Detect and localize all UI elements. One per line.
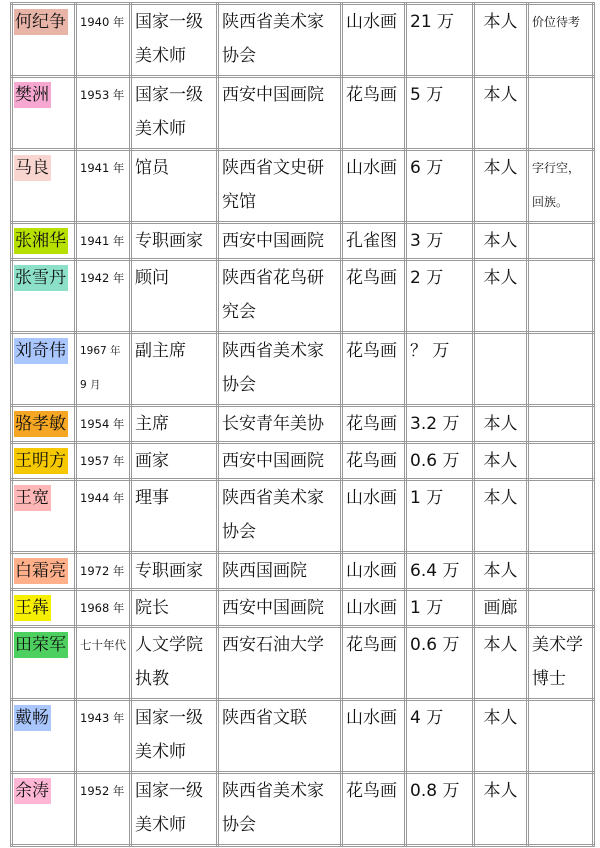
org-text: 陕西省美术家 协会: [222, 781, 324, 835]
artist-name: 樊洲: [14, 82, 51, 108]
year-text: 1944 年: [80, 491, 125, 505]
note-cell: [528, 260, 594, 333]
source-cell: [474, 150, 528, 223]
artist-name-cell: [12, 150, 76, 223]
price-text: 0.8 万: [410, 781, 460, 801]
year-text: 七十年代: [80, 638, 126, 652]
org-text: 长安青年美协: [222, 414, 324, 434]
table-row: [12, 480, 594, 553]
title-text: 国家一级 美术师: [135, 12, 203, 66]
genre-text: 山水画: [346, 158, 397, 178]
artist-name-cell: [12, 77, 76, 150]
note-cell: [528, 627, 594, 700]
table-row: [12, 553, 594, 590]
price-cell: [406, 590, 474, 627]
artist-name-cell: [12, 773, 76, 846]
genre-cell: [342, 627, 406, 700]
artist-name: 田荣军: [14, 632, 68, 658]
note-cell: [528, 77, 594, 150]
price-text: 1 万: [410, 488, 444, 508]
artist-name: 骆孝敏: [14, 411, 68, 437]
title-text: 副主席: [135, 341, 186, 361]
genre-cell: [342, 223, 406, 260]
price-text: 2 万: [410, 268, 444, 288]
position-cell: [131, 553, 218, 590]
price-text: 0.6 万: [410, 635, 460, 655]
organization-cell: [218, 4, 342, 77]
price-text: 3 万: [410, 231, 444, 251]
artist-name-cell: [12, 406, 76, 443]
birth-year-cell: [76, 150, 131, 223]
price-text: ？ 万: [410, 341, 450, 361]
title-text: 画家: [135, 451, 169, 471]
organization-cell: [218, 590, 342, 627]
table-row: [12, 443, 594, 480]
title-text: 国家一级 美术师: [135, 85, 203, 139]
genre-cell: [342, 553, 406, 590]
org-text: 陕西省美术家 协会: [222, 341, 324, 395]
artist-name-cell: [12, 700, 76, 773]
note-text: 价位待考: [532, 15, 581, 29]
price-cell: [406, 4, 474, 77]
artist-name: 戴畅: [14, 705, 51, 731]
source-cell: [474, 77, 528, 150]
year-text: 1972 年: [80, 564, 125, 578]
birth-year-cell: [76, 443, 131, 480]
source-cell: [474, 333, 528, 406]
table-row: [12, 333, 594, 406]
org-text: 西安中国画院: [222, 85, 324, 105]
artist-name: 张湘华: [14, 228, 68, 254]
artist-name: 王宽: [14, 485, 51, 511]
note-cell: [528, 4, 594, 77]
position-cell: [131, 480, 218, 553]
price-text: 6.4 万: [410, 561, 460, 581]
table-row: [12, 590, 594, 627]
artist-name: 马良: [14, 155, 51, 181]
price-cell: [406, 406, 474, 443]
price-text: 1 万: [410, 598, 444, 618]
note-cell: [528, 406, 594, 443]
genre-cell: [342, 700, 406, 773]
org-text: 陕西省花鸟研 究会: [222, 268, 324, 322]
price-cell: [406, 150, 474, 223]
organization-cell: [218, 150, 342, 223]
source-text: 本人: [483, 268, 518, 288]
note-cell: [528, 700, 594, 773]
source-cell: [474, 4, 528, 77]
artist-name-cell: [12, 480, 76, 553]
genre-text: 花鸟画: [346, 85, 397, 105]
artist-name-cell: [12, 223, 76, 260]
price-cell: [406, 773, 474, 846]
source-text: 本人: [483, 451, 518, 471]
artist-name-cell: [12, 260, 76, 333]
birth-year-cell: [76, 627, 131, 700]
genre-text: 花鸟画: [346, 451, 397, 471]
position-cell: [131, 333, 218, 406]
organization-cell: [218, 700, 342, 773]
year-text: 1952 年: [80, 784, 125, 798]
position-cell: [131, 77, 218, 150]
source-cell: [474, 700, 528, 773]
artist-name-cell: [12, 443, 76, 480]
table-row: [12, 406, 594, 443]
note-cell: [528, 590, 594, 627]
organization-cell: [218, 627, 342, 700]
org-text: 陕西省美术家 协会: [222, 12, 324, 66]
position-cell: [131, 260, 218, 333]
source-text: 本人: [483, 708, 518, 728]
position-cell: [131, 590, 218, 627]
price-cell: [406, 553, 474, 590]
title-text: 国家一级 美术师: [135, 708, 203, 762]
organization-cell: [218, 77, 342, 150]
price-text: 0.6 万: [410, 451, 460, 471]
position-cell: [131, 150, 218, 223]
source-cell: [474, 260, 528, 333]
table-row: [12, 260, 594, 333]
birth-year-cell: [76, 406, 131, 443]
title-text: 理事: [135, 488, 169, 508]
price-cell: [406, 77, 474, 150]
genre-text: 花鸟画: [346, 635, 397, 655]
table-row: [12, 150, 594, 223]
table-row: [12, 77, 594, 150]
org-text: 陕西省文史研 究馆: [222, 158, 324, 212]
position-cell: [131, 223, 218, 260]
organization-cell: [218, 333, 342, 406]
price-cell: [406, 480, 474, 553]
position-cell: [131, 406, 218, 443]
table-row: [12, 223, 594, 260]
note-cell: [528, 773, 594, 846]
source-text: 本人: [483, 635, 518, 655]
year-text: 1968 年: [80, 601, 125, 615]
organization-cell: [218, 443, 342, 480]
artist-name-cell: [12, 590, 76, 627]
title-text: 主席: [135, 414, 169, 434]
source-text: 本人: [483, 781, 518, 801]
organization-cell: [218, 553, 342, 590]
title-text: 国家一级 美术师: [135, 781, 203, 835]
title-text: 专职画家: [135, 561, 203, 581]
organization-cell: [218, 223, 342, 260]
birth-year-cell: [76, 4, 131, 77]
year-text: 1940 年: [80, 15, 125, 29]
source-cell: [474, 480, 528, 553]
genre-cell: [342, 443, 406, 480]
note-cell: [528, 443, 594, 480]
source-text: 本人: [483, 12, 518, 32]
source-cell: [474, 627, 528, 700]
year-text: 1941 年: [80, 161, 125, 175]
note-cell: [528, 553, 594, 590]
genre-text: 山水画: [346, 561, 397, 581]
genre-cell: [342, 260, 406, 333]
source-cell: [474, 443, 528, 480]
artist-name-cell: [12, 333, 76, 406]
genre-cell: [342, 333, 406, 406]
org-text: 西安石油大学: [222, 635, 324, 655]
year-text: 1967 年 9 月: [80, 345, 121, 391]
organization-cell: [218, 773, 342, 846]
price-cell: [406, 260, 474, 333]
genre-cell: [342, 4, 406, 77]
birth-year-cell: [76, 260, 131, 333]
source-cell: [474, 773, 528, 846]
artist-name-cell: [12, 4, 76, 77]
organization-cell: [218, 406, 342, 443]
birth-year-cell: [76, 77, 131, 150]
org-text: 西安中国画院: [222, 598, 324, 618]
title-text: 院长: [135, 598, 169, 618]
source-cell: [474, 223, 528, 260]
artist-name: 王明方: [14, 448, 68, 474]
genre-text: 山水画: [346, 598, 397, 618]
birth-year-cell: [76, 333, 131, 406]
org-text: 陕西省美术家 协会: [222, 488, 324, 542]
title-text: 人文学院 执教: [135, 635, 203, 689]
note-cell: [528, 480, 594, 553]
source-text: 本人: [483, 85, 518, 105]
price-cell: [406, 700, 474, 773]
genre-text: 山水画: [346, 708, 397, 728]
genre-cell: [342, 77, 406, 150]
birth-year-cell: [76, 773, 131, 846]
genre-text: 花鸟画: [346, 341, 397, 361]
year-text: 1953 年: [80, 88, 125, 102]
note-text: 字行空， 回族。: [532, 161, 581, 209]
genre-cell: [342, 480, 406, 553]
birth-year-cell: [76, 223, 131, 260]
title-text: 顾问: [135, 268, 169, 288]
source-text: 本人: [483, 231, 518, 251]
price-cell: [406, 223, 474, 260]
price-cell: [406, 443, 474, 480]
table-row: [12, 627, 594, 700]
position-cell: [131, 627, 218, 700]
artist-name: 余涛: [14, 778, 51, 804]
year-text: 1942 年: [80, 271, 125, 285]
genre-cell: [342, 150, 406, 223]
position-cell: [131, 700, 218, 773]
genre-text: 花鸟画: [346, 781, 397, 801]
year-text: 1957 年: [80, 454, 125, 468]
org-text: 西安中国画院: [222, 451, 324, 471]
price-text: 4 万: [410, 708, 444, 728]
price-text: 6 万: [410, 158, 444, 178]
org-text: 陕西省文联: [222, 708, 307, 728]
position-cell: [131, 443, 218, 480]
year-text: 1943 年: [80, 711, 125, 725]
artist-name-cell: [12, 553, 76, 590]
genre-cell: [342, 406, 406, 443]
price-cell: [406, 333, 474, 406]
source-cell: [474, 406, 528, 443]
genre-text: 花鸟画: [346, 414, 397, 434]
genre-cell: [342, 590, 406, 627]
note-cell: [528, 150, 594, 223]
source-text: 本人: [483, 488, 518, 508]
artist-name: 白霜亮: [14, 558, 68, 584]
position-cell: [131, 4, 218, 77]
birth-year-cell: [76, 553, 131, 590]
position-cell: [131, 773, 218, 846]
title-text: 专职画家: [135, 231, 203, 251]
organization-cell: [218, 260, 342, 333]
note-cell: [528, 223, 594, 260]
title-text: 馆员: [135, 158, 169, 178]
source-text: 本人: [483, 561, 518, 581]
source-cell: [474, 590, 528, 627]
artist-name: 何纪争: [14, 9, 68, 35]
note-cell: [528, 333, 594, 406]
birth-year-cell: [76, 590, 131, 627]
genre-text: 孔雀图: [346, 231, 397, 251]
birth-year-cell: [76, 700, 131, 773]
artist-name: 王犇: [14, 595, 51, 621]
year-text: 1941 年: [80, 234, 125, 248]
genre-cell: [342, 773, 406, 846]
org-text: 西安中国画院: [222, 231, 324, 251]
birth-year-cell: [76, 480, 131, 553]
note-text: 美术学 博士: [532, 635, 583, 689]
genre-text: 山水画: [346, 488, 397, 508]
source-text: 画廊: [483, 598, 518, 618]
artist-name: 张雪丹: [14, 265, 68, 291]
source-cell: [474, 553, 528, 590]
artist-name-cell: [12, 627, 76, 700]
price-cell: [406, 627, 474, 700]
artist-price-table: [10, 2, 595, 847]
price-text: 21 万: [410, 12, 455, 32]
year-text: 1954 年: [80, 417, 125, 431]
price-text: 5 万: [410, 85, 444, 105]
source-text: 本人: [483, 158, 518, 178]
organization-cell: [218, 480, 342, 553]
genre-text: 山水画: [346, 12, 397, 32]
genre-text: 花鸟画: [346, 268, 397, 288]
org-text: 陕西国画院: [222, 561, 307, 581]
table-row: [12, 773, 594, 846]
table-row: [12, 4, 594, 77]
table-row: [12, 700, 594, 773]
artist-name: 刘奇伟: [14, 338, 68, 364]
source-text: 本人: [483, 414, 518, 434]
price-text: 3.2 万: [410, 414, 460, 434]
